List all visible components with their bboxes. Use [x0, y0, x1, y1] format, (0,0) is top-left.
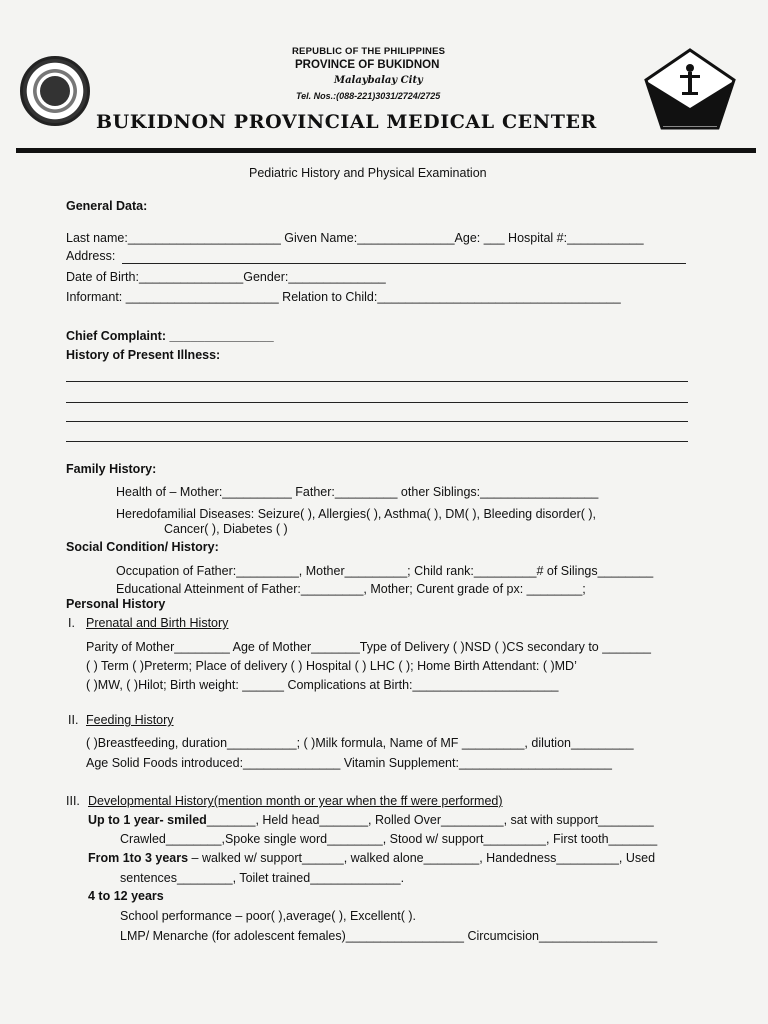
name-age-hospital-line[interactable]: Last name:______________________ Given Name:______________Age: ___ Hospital #:___________ — [66, 231, 644, 245]
informant-line[interactable]: Informant: ______________________ Relation to Child:___________________________________ — [66, 290, 621, 304]
general-data-heading: General Data: — [66, 199, 148, 213]
hpi-heading: History of Present Illness: — [66, 348, 221, 362]
dev-1-to-3-years-fields[interactable]: – walked w/ support______, walked alone________, Handedness_________, Used — [188, 851, 656, 865]
dev-lmp-circumcision-line[interactable]: LMP/ Menarche (for adolescent females)_________________ Circumcision_________________ — [120, 929, 658, 943]
province-seal-logo — [20, 56, 90, 126]
social-history-heading: Social Condition/ History: — [66, 540, 219, 554]
dev-up-to-1-year-line[interactable] — [88, 813, 654, 827]
hpi-line-3[interactable] — [66, 421, 688, 422]
hpi-line-2[interactable] — [66, 402, 688, 403]
dev-1-to-3-years-label: From 1to 3 years — [88, 851, 189, 865]
dev-sentences-line[interactable]: sentences________, Toilet trained_____________. — [120, 871, 405, 885]
occupation-line[interactable]: Occupation of Father:_________, Mother_________; Child rank:_________# of Silings________ — [116, 564, 654, 578]
education-line[interactable]: Educational Atteinment of Father:_________, Mother; Curent grade of px: ________; — [116, 582, 586, 596]
header-telephone: Tel. Nos.:(088-221)3031/2724/2725 — [296, 91, 441, 101]
hospital-title: BUKIDNON PROVINCIAL MEDICAL CENTER — [96, 111, 597, 133]
family-history-heading: Family History: — [66, 462, 157, 476]
personal-history-heading: Personal History — [66, 597, 166, 611]
feeding-line-1[interactable]: ( )Breastfeeding, duration__________; ( )Milk formula, Name of MF _________, dilution_________ — [86, 736, 634, 750]
address-field-line[interactable] — [122, 263, 686, 264]
birth-gender-line[interactable]: Date of Birth:_______________Gender:______________ — [66, 270, 386, 284]
developmental-heading: Developmental History(mention month or year when the ff were performed) — [88, 794, 503, 808]
header-city: Malaybalay City — [334, 75, 423, 86]
dev-up-to-1-year-fields[interactable]: _______, Held head_______, Rolled Over_________, sat with support________ — [206, 813, 654, 827]
dev-school-performance-line[interactable]: School performance – poor( ),average( ), Excellent( ). — [120, 909, 416, 923]
health-of-line[interactable]: Health of – Mother:__________ Father:_________ other Siblings:_________________ — [116, 485, 599, 499]
prenatal-line-2[interactable]: ( ) Term ( )Preterm; Place of delivery ( ) Hospital ( ) LHC ( ); Home Birth Attendant: ( )MD’ — [86, 659, 577, 673]
chief-complaint-field[interactable]: Chief Complaint: _______________ — [66, 329, 274, 343]
cancer-diabetes-line[interactable]: Cancer( ), Diabetes ( ) — [164, 522, 288, 536]
hpi-line-4[interactable] — [66, 441, 688, 442]
form-title: Pediatric History and Physical Examination — [249, 166, 487, 180]
prenatal-line-1[interactable]: Parity of Mother________ Age of Mother_______Type of Delivery ( )NSD ( )CS secondary to _______ — [86, 640, 651, 654]
dev-1-to-3-years-line[interactable] — [88, 851, 655, 865]
hpi-line-1[interactable] — [66, 381, 688, 382]
dev-up-to-1-year-label: Up to 1 year- smiled — [88, 813, 207, 827]
hospital-logo-icon — [644, 48, 736, 130]
header-republic: REPUBLIC OF THE PHILIPPINES — [292, 46, 446, 57]
address-label: Address: — [66, 249, 116, 263]
header-divider — [16, 148, 756, 153]
feeding-heading: Feeding History — [86, 713, 174, 727]
heredofamilial-line[interactable]: Heredofamilial Diseases: Seizure( ), Allergies( ), Asthma( ), DM( ), Bleeding disorder( ), — [116, 507, 597, 521]
prenatal-line-3[interactable]: ( )MW, ( )Hilot; Birth weight: ______ Complications at Birth:_____________________ — [86, 678, 559, 692]
prenatal-heading: Prenatal and Birth History — [86, 616, 229, 630]
header-province: PROVINCE OF BUKIDNON — [295, 59, 440, 71]
dev-4-to-12-years-label: 4 to 12 years — [88, 889, 164, 903]
feeding-line-2[interactable]: Age Solid Foods introduced:______________ Vitamin Supplement:______________________ — [86, 756, 612, 770]
developmental-numeral: III. — [66, 794, 80, 808]
dev-crawled-line[interactable]: Crawled________,Spoke single word________, Stood w/ support_________, First tooth_______ — [120, 832, 658, 846]
prenatal-numeral: I. — [68, 616, 75, 630]
feeding-numeral: II. — [68, 713, 79, 727]
